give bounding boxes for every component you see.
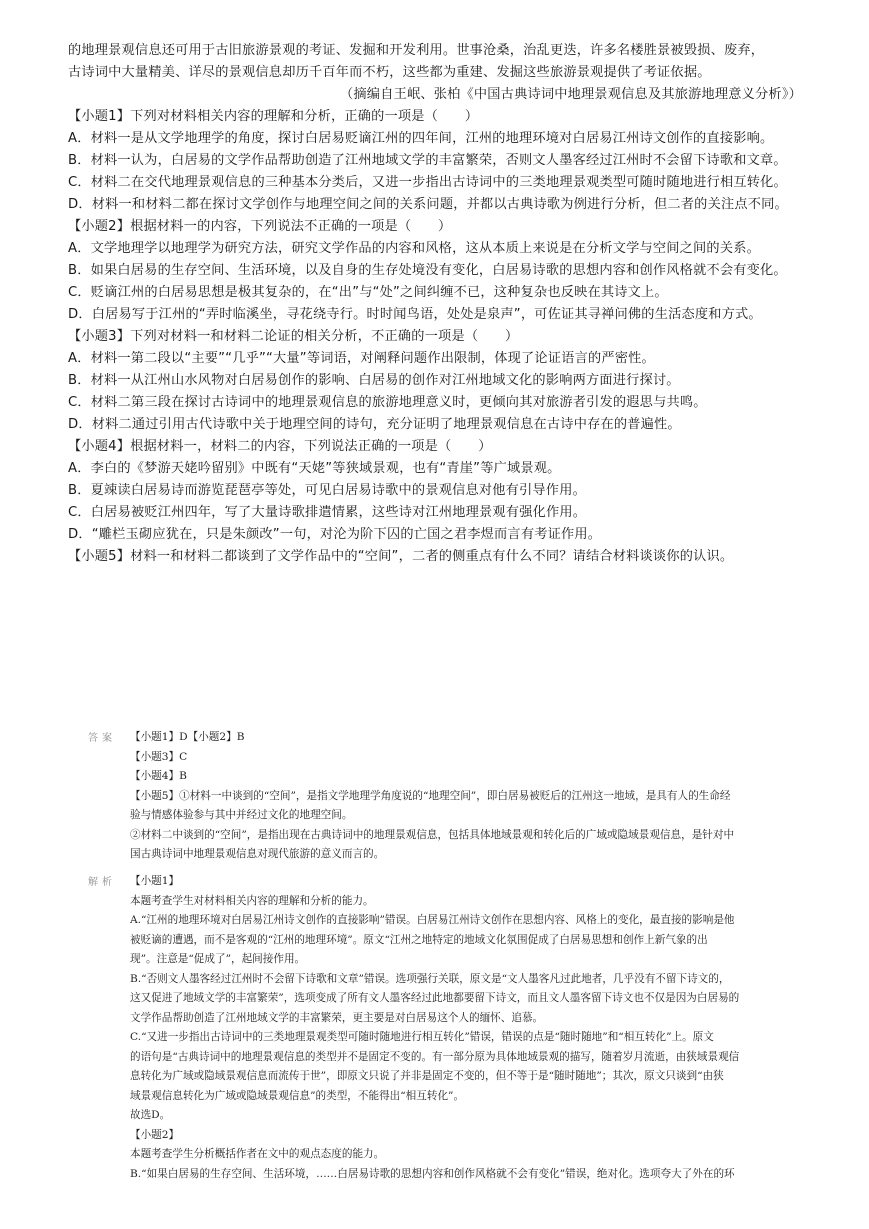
passage-source: （摘编自王岷、张柏《中国古典诗词中地理景观信息及其旅游地理意义分析》） — [340, 87, 802, 102]
question-stem: 【小题1】下列对材料相关内容的理解和分析，正确的一项是（ ） — [68, 109, 479, 124]
question-stem: 【小题2】根据材料一的内容，下列说法不正确的一项是（ ） — [68, 219, 452, 234]
analysis-line: 现”。注意是“促成了”，起间接作用。 — [130, 953, 306, 965]
option-text: C．材料二在交代地理景观信息的三种基本分类后，又进一步指出古诗词中的三类地理景观类型可随时随地进行相互转化。 — [68, 175, 787, 190]
option-text: A．材料一是从文学地理学的角度，探讨白居易贬谪江州的四年间，江州的地理环境对白居易江州诗文创作的直接影响。 — [68, 131, 774, 146]
option-text: B．夏竦读白居易诗而游览琵琶亭等处，可见白居易诗歌中的景观信息对他有引导作用。 — [68, 483, 586, 498]
option-text: D．白居易写于江州的“弄时临溪坐，寻花绕寺行。时时闻鸟语，处处是泉声”，可佐证其寻禅问佛的生活态度和方式。 — [68, 307, 762, 322]
passage-line: 古诗词中大量精美、详尽的景观信息却历千百年而不朽，这些都为重建、发掘这些旅游景观提供了考证依据。 — [68, 65, 711, 80]
analysis-line: 【小题2】 — [130, 1128, 180, 1141]
answer-line: 【小题1】D【小题2】B — [130, 731, 245, 743]
question-stem: 【小题3】下列对材料一和材料二论证的相关分析，不正确的一项是（ ） — [68, 329, 519, 344]
question-stem: 【小题5】材料一和材料二都谈到了文学作品中的“空间”，二者的侧重点有什么不同？请结合材料谈谈你的认识。 — [68, 549, 734, 564]
analysis-line: A.“江州的地理环境对白居易江州诗文创作的直接影响”错误。白居易江州诗文创作在思想内容、风格上的变化，最直接的影响是他 — [130, 914, 735, 926]
answer-label: 答案 — [88, 733, 116, 744]
option-text: A．李白的《梦游天姥吟留别》中既有“天姥”等狭域景观，也有“青崖”等广域景观。 — [68, 461, 561, 476]
analysis-line: B.“如果白居易的生存空间、生活环境，……白居易诗歌的思想内容和创作风格就不会有变化”错误，绝对化。选项夸大了外在的环 — [130, 1167, 735, 1180]
option-text: D．“雕栏玉砌应犹在，只是朱颜改”一句，对沦为阶下囚的亡国之君李煜而言有考证作用。 — [68, 527, 602, 542]
answer-line: 【小题4】B — [130, 770, 187, 782]
passage-line: 的地理景观信息还可用于古旧旅游景观的考证、发掘和开发利用。世事沧桑，治乱更迭，许多名楼胜景被毁损、废弃， — [68, 43, 765, 58]
answer-line: 国古典诗词中地理景观信息对现代旅游的意义而言的。 — [130, 848, 385, 860]
option-text: B．如果白居易的生存空间、生活环境，以及自身的生存处境没有变化，白居易诗歌的思想内容和创作风格就不会有变化。 — [68, 263, 787, 278]
option-text: A．材料一第二段以“主要”“几乎”“大量”等词语，对阐释问题作出限制，体现了论证语言的严密性。 — [68, 351, 655, 366]
analysis-line: B.“否则文人墨客经过江州时不会留下诗歌和文章”错误。选项强行关联，原文是“文人墨客凡过此地者，几乎没有不留下诗文的， — [130, 972, 730, 985]
answer-body — [130, 728, 780, 865]
option-text: C．材料二第三段在探讨古诗词中的地理景观信息的旅游地理意义时，更倾向其对旅游者引发的遐思与共鸣。 — [68, 395, 707, 410]
analysis-line: 本题考查学生分析概括作者在文中的观点态度的能力。 — [130, 1148, 385, 1160]
analysis-label: 解析 — [88, 877, 116, 888]
analysis-line: 这又促进了地域文学的丰富繁荣”，选项变成了所有文人墨客经过此地都要留下诗文，而且文人墨客留下诗文也不仅是因为白居易的 — [130, 992, 740, 1004]
option-text: C．白居易被贬江州四年，写了大量诗歌排遣情累，这些诗对江州地理景观有强化作用。 — [68, 505, 587, 520]
analysis-line: 【小题1】 — [130, 875, 180, 887]
option-text: B．材料一认为，白居易的文学作品帮助创造了江州地域文学的丰富繁荣，否则文人墨客经过江州时不会留下诗歌和文章。 — [68, 153, 787, 168]
option-text: A．文学地理学以地理学为研究方法，研究文学作品的内容和风格，这从本质上来说是在分析文学与空间之间的关系。 — [68, 241, 760, 256]
analysis-line: C.“又进一步指出古诗词中的三类地理景观类型可随时随地进行相互转化”错误，错误的点是“随时随地”和“相互转化”上。原文 — [130, 1031, 714, 1043]
answer-line: 验与情感体验参与其中并经过文化的地理空间。 — [130, 809, 353, 821]
analysis-line: 本题考查学生对材料相关内容的理解和分析的能力。 — [130, 894, 374, 907]
analysis-body — [130, 872, 780, 1184]
option-text: D．材料一和材料二都在探讨文学创作与地理空间之间的关系问题，并都以古典诗歌为例进行分析，但二者的关注点不同。 — [68, 197, 788, 212]
option-text: D．材料二通过引用古代诗歌中关于地理空间的诗句，充分证明了地理景观信息在古诗中存在的普遍性。 — [68, 417, 681, 432]
analysis-line: 被贬谪的遭遇，而不是客观的“江州的地理环境”。原文“江州之地特定的地域文化氛围促成了白居易思想和创作上新气象的出 — [130, 933, 708, 946]
answer-line: ②材料二中谈到的“空间”，是指出现在古典诗词中的地理景观信息，包括具体地域景观和转化后的广域或隐域景观信息，是针对中 — [130, 828, 735, 841]
answer-line: 【小题5】①材料一中谈到的“空间”，是指文学地理学角度说的“地理空间”，即白居易被贬后的江州这一地域，是具有人的生命经 — [130, 789, 731, 802]
question-stem: 【小题4】根据材料一，材料二的内容，下列说法正确的一项是（ ） — [68, 439, 492, 454]
analysis-line: 故选D。 — [130, 1109, 171, 1121]
option-text: B．材料一从江州山水风物对白居易创作的影响、白居易的创作对江州地域文化的影响两方面进行探讨。 — [68, 373, 680, 388]
analysis-line: 文学作品帮助创造了江州地域文学的丰富繁荣，更主要是对白居易这个人的缅怀、追慕。 — [130, 1011, 544, 1024]
passage-and-questions — [68, 40, 802, 568]
answer-line: 【小题3】C — [130, 750, 188, 763]
analysis-line: 域景观信息转化为广域或隐域景观信息”的类型，不能得出“相互转化”。 — [130, 1089, 465, 1102]
option-text: C．贬谪江州的白居易思想是极其复杂的，在“出”与“处”之间纠缠不已，这种复杂也反映在其诗文上。 — [68, 285, 668, 300]
analysis-line: 的语句是“古典诗词中的地理景观信息的类型并不是固定不变的。有一部分原为具体地域景观的描写，随着岁月流逝，由狭域景观信 — [130, 1050, 740, 1063]
analysis-line: 息转化为广域或隐域景观信息而流传于世”，即原文只说了并非是固定不变的，但不等于是“随时随地”；其次，原文只谈到“由狭 — [130, 1070, 724, 1082]
